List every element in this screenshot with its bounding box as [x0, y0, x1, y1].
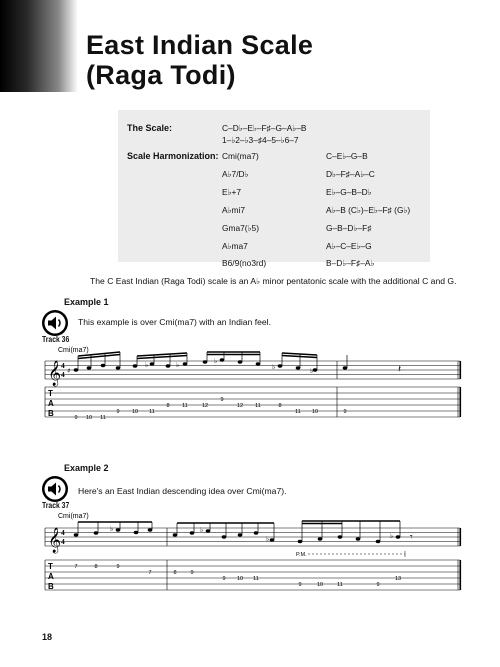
example-2-description: Here's an East Indian descending idea over Cmi(ma7).: [78, 486, 287, 496]
tab-number: 10: [131, 409, 139, 415]
chord-name: E♭+7: [222, 187, 242, 197]
chord-name: B6/9(no3rd): [222, 258, 267, 268]
svg-text:♭: ♭: [200, 526, 204, 534]
svg-text:B: B: [48, 409, 54, 418]
tab-number: 9: [116, 564, 120, 570]
tab-number: 11: [337, 582, 343, 588]
scale-label: The Scale:: [127, 123, 173, 133]
svg-text:♭: ♭: [214, 357, 218, 365]
tab-number: 9: [222, 576, 226, 582]
tab-number: 10: [311, 409, 319, 415]
tab-number: 10: [236, 576, 244, 582]
example-1-notation: [0, 344, 500, 426]
tab-number: 13: [394, 576, 402, 582]
svg-text:♭: ♭: [176, 361, 180, 369]
svg-text:♯: ♯: [67, 367, 71, 375]
svg-text:A: A: [48, 399, 54, 408]
svg-text:B: B: [48, 582, 54, 591]
svg-text:𝄾: 𝄾: [410, 532, 413, 543]
chord-notes: C–E♭–G–B: [326, 151, 368, 161]
example-1-title: Example 1: [64, 297, 109, 307]
tab-number: 7: [148, 570, 152, 576]
tab-number: 11: [295, 409, 301, 415]
track-37-label: Track 37: [42, 501, 70, 510]
tab-number: 9: [190, 570, 194, 576]
corner-gradient-tab: [0, 0, 78, 92]
harmonization-label: Scale Harmonization:: [127, 151, 219, 161]
svg-text:𝄞: 𝄞: [48, 528, 62, 553]
chord-name: Gma7(♭5): [222, 223, 259, 233]
scale-notes: C–D♭–E♭–F♯–G–A♭–B: [222, 123, 307, 133]
tab-number: 9: [343, 409, 347, 415]
tab-number: 10: [316, 582, 324, 588]
scale-info-box: [118, 110, 430, 268]
chord-name: A♭7/D♭: [222, 169, 249, 179]
speaker-icon[interactable]: [41, 475, 69, 503]
example-2-title: Example 2: [64, 463, 109, 473]
track-36-label: Track 36: [42, 335, 70, 344]
tab-number: 11: [149, 409, 155, 415]
tab-number: 8: [173, 570, 177, 576]
chord-notes: A♭–B (C♭)–E♭–F♯ (G♭): [326, 205, 411, 215]
chord-notes: G–B–D♭–F♯: [326, 223, 372, 233]
speaker-icon[interactable]: [41, 309, 69, 337]
svg-text:𝄞: 𝄞: [48, 361, 62, 386]
tab-number: 8: [166, 403, 170, 409]
example-2-notation: [0, 510, 500, 594]
tab-number: 9: [116, 409, 120, 415]
chord-name: A♭ma7: [222, 241, 248, 251]
chord-name: Cmi(ma7): [222, 151, 259, 161]
svg-text:♭: ♭: [266, 535, 270, 543]
example-1-description: This example is over Cmi(ma7) with an Indian feel.: [78, 317, 271, 327]
chord-symbol: Cmi(ma7): [58, 513, 89, 520]
palm-mute-marker: P.M.: [296, 552, 307, 558]
tab-number: 11: [255, 403, 261, 409]
chord-notes: D♭–F♯–A♭–C: [326, 169, 375, 179]
tab-number: 9: [298, 582, 302, 588]
svg-text:♭: ♭: [145, 361, 149, 369]
chord-name: A♭mi7: [222, 205, 246, 215]
page-title: [86, 30, 313, 90]
chord-symbol: Cmi(ma7): [58, 347, 89, 354]
chord-notes: B–D♭–F♯–A♭: [326, 258, 375, 268]
svg-text:4: 4: [61, 370, 65, 379]
tab-number: 9: [220, 397, 224, 403]
tab-number: 12: [236, 403, 244, 409]
svg-text:𝄽: 𝄽: [398, 364, 402, 375]
intro-paragraph: The C East Indian (Raga Todi) scale is an A♭ minor pentatonic scale with the additional C and G.: [90, 276, 457, 286]
svg-text:A: A: [48, 572, 54, 581]
svg-text:T: T: [48, 389, 53, 398]
tab-number: 9: [74, 415, 78, 421]
title-line-2: (Raga Todi): [86, 60, 236, 90]
svg-text:♭: ♭: [310, 367, 314, 375]
svg-text:♭: ♭: [110, 525, 114, 533]
svg-text:♭: ♭: [272, 363, 276, 371]
tab-number: 11: [182, 403, 188, 409]
svg-text:♭: ♭: [390, 532, 394, 540]
tab-number: 7: [74, 564, 78, 570]
svg-text:4: 4: [61, 361, 65, 370]
tab-number: 10: [85, 415, 93, 421]
scale-degrees: 1–♭2–♭3–♯4–5–♭6–7: [222, 135, 299, 145]
svg-text:4: 4: [61, 537, 65, 546]
chord-notes: A♭–C–E♭–G: [326, 241, 372, 251]
title-line-1: East Indian Scale: [86, 30, 314, 60]
chord-notes: E♭–G–B–D♭: [326, 187, 372, 197]
tab-number: 8: [94, 564, 98, 570]
svg-text:4: 4: [61, 528, 65, 537]
page-number: 18: [42, 632, 53, 642]
svg-text:T: T: [48, 562, 53, 571]
tab-number: 11: [100, 415, 106, 421]
tab-number: 9: [376, 582, 380, 588]
tab-number: 8: [278, 403, 282, 409]
tab-number: 12: [201, 403, 209, 409]
tab-number: 11: [253, 576, 259, 582]
